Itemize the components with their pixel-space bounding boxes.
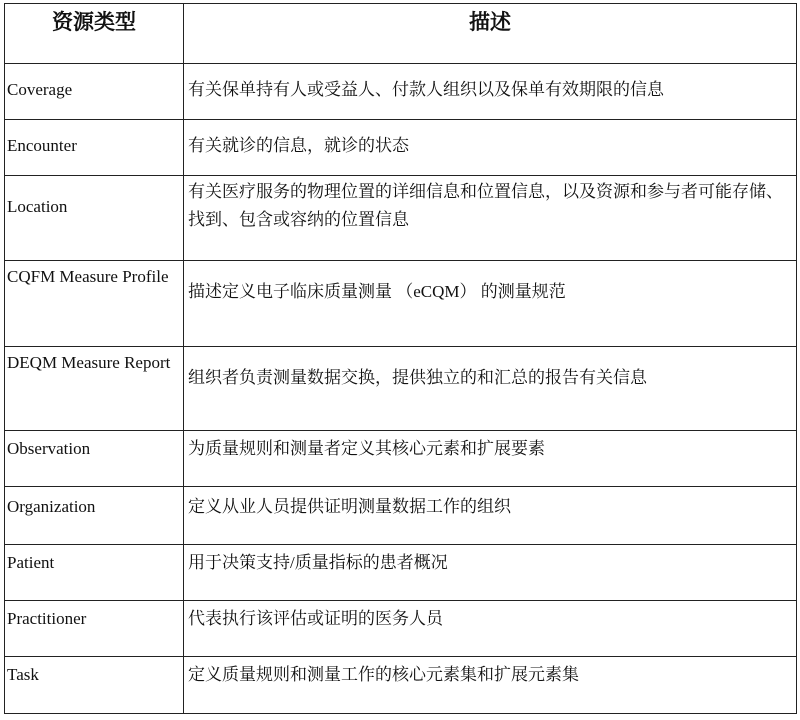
table-row [5, 64, 797, 120]
description-cell: 组织者负责测量数据交换，提供独立的和汇总的报告有关信息 [184, 347, 797, 431]
description-cell: 代表执行该评估或证明的医务人员 [184, 601, 797, 657]
resource-type-cell: Observation [5, 431, 184, 487]
resource-type-cell: Practitioner [5, 601, 184, 657]
description-cell: 有关就诊的信息，就诊的状态 [184, 120, 797, 176]
table-row [5, 261, 797, 347]
resource-type-cell: Patient [5, 545, 184, 601]
header-resource-type: 资源类型 [5, 4, 184, 64]
resource-type-cell: DEQM Measure Report [5, 347, 184, 431]
table-row [5, 431, 797, 487]
resource-type-cell: Task [5, 657, 184, 714]
table-row [5, 545, 797, 601]
table-row [5, 347, 797, 431]
resource-types-table [4, 3, 797, 714]
table-row [5, 120, 797, 176]
table-header-row [5, 4, 797, 64]
header-description: 描述 [184, 4, 797, 64]
table-row [5, 176, 797, 261]
description-cell: 有关医疗服务的物理位置的详细信息和位置信息，以及资源和参与者可能存储、找到、包含或容纳的位置信息 [184, 176, 797, 261]
table-row [5, 657, 797, 714]
resource-type-cell: Location [5, 176, 184, 261]
resource-type-cell: Organization [5, 487, 184, 545]
resource-type-cell: Encounter [5, 120, 184, 176]
resource-type-cell: Coverage [5, 64, 184, 120]
description-cell: 为质量规则和测量者定义其核心元素和扩展要素 [184, 431, 797, 487]
description-cell: 描述定义电子临床质量测量 （eCQM） 的测量规范 [184, 261, 797, 347]
description-cell: 用于决策支持/质量指标的患者概况 [184, 545, 797, 601]
table-row [5, 487, 797, 545]
description-cell: 定义质量规则和测量工作的核心元素集和扩展元素集 [184, 657, 797, 714]
description-cell: 有关保单持有人或受益人、付款人组织以及保单有效期限的信息 [184, 64, 797, 120]
table-row [5, 601, 797, 657]
resource-type-cell: CQFM Measure Profile [5, 261, 184, 347]
description-cell: 定义从业人员提供证明测量数据工作的组织 [184, 487, 797, 545]
